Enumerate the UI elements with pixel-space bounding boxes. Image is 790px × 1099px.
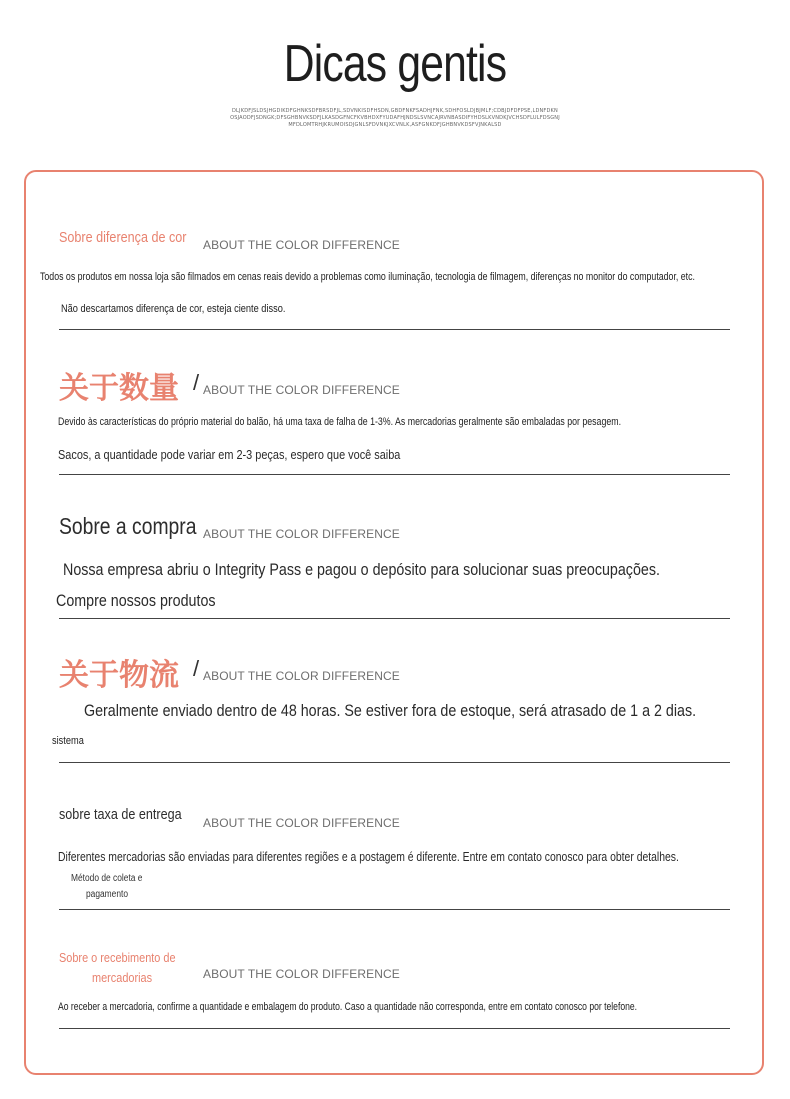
section-heading-shipping-fee: sobre taxa de entrega [59, 806, 182, 823]
section-heading-receiving: Sobre o recebimento de [59, 950, 176, 965]
section-subtitle: ABOUT THE COLOR DIFFERENCE [203, 383, 400, 397]
section-text: sistema [52, 735, 84, 747]
section-heading-color: Sobre diferença de cor [59, 229, 187, 246]
section-text: Não descartamos diferença de cor, esteja ciente disso. [61, 303, 286, 315]
decorative-microtext: DLJKDFJSLDSJHGDIKDFGHNKSDFBRSDFJL,SDVNKISDFHSDN,GBDFNKFSADHJFNK,SDHFOSLDJBJMLF;CDBJDFDFPSE,LDNFDKNOSJAODFJSDNGK;DFSGHBNVKSDFJLKASDGFNCFKVBHDXFYUDAFHJNDSLSVNCAJRVNBASDIFYHDSLKVNDKJVCHSDFLULFDSGNJMFDLOMTRHJKRUMOISDJGNLSFDVNKJXCVNLK,ASFGNKDFJGHBNVKDSFVJNKALSD [230, 108, 560, 128]
heading-slash: / [193, 656, 200, 681]
section-text: Ao receber a mercadoria, confirme a quantidade e embalagem do produto. Caso a quantidade não corresponda, entre em contato conosco por telefone. [58, 1001, 638, 1013]
section-text: Geralmente enviado dentro de 48 horas. Se estiver fora de estoque, será atrasado de 1 a 2 dias. [84, 701, 697, 720]
section-subtitle: ABOUT THE COLOR DIFFERENCE [203, 527, 400, 541]
section-note: pagamento [86, 889, 129, 900]
section-heading-logistics: 关于物流 [59, 659, 179, 692]
section-heading-receiving-line2: mercadorias [92, 970, 153, 985]
section-text: Devido às características do próprio material do balão, há uma taxa de falha de 1-3%. As mercadorias geralmente são embaladas por pesagem. [58, 416, 622, 428]
divider [59, 474, 730, 475]
heading-slash: / [193, 370, 200, 395]
section-text: Nossa empresa abriu o Integrity Pass e pagou o depósito para solucionar suas preocupações. [63, 560, 660, 579]
section-subtitle: ABOUT THE COLOR DIFFERENCE [203, 816, 400, 830]
divider [59, 618, 730, 619]
section-subtitle: ABOUT THE COLOR DIFFERENCE [203, 238, 400, 252]
section-text: Compre nossos produtos [56, 591, 216, 610]
section-subtitle: ABOUT THE COLOR DIFFERENCE [203, 967, 400, 981]
section-text: Todos os produtos em nossa loja são filmados em cenas reais devido a problemas como iluminação, tecnologia de filmagem, diferenças no monitor do computador, etc. [40, 271, 695, 283]
section-text: Sacos, a quantidade pode variar em 2-3 peças, espero que você saiba [58, 447, 401, 462]
section-heading-quantity: 关于数量 [59, 372, 179, 405]
divider [59, 329, 730, 330]
section-heading-purchase: Sobre a compra [59, 513, 197, 539]
section-note: Método de coleta e [71, 873, 143, 884]
divider [59, 1028, 730, 1029]
section-text: Diferentes mercadorias são enviadas para diferentes regiões e a postagem é diferente. Entre em contato conosco para obter detalhes. [58, 849, 679, 864]
section-subtitle: ABOUT THE COLOR DIFFERENCE [203, 669, 400, 683]
divider [59, 909, 730, 910]
page-title: Dicas gentis [283, 35, 507, 93]
divider [59, 762, 730, 763]
